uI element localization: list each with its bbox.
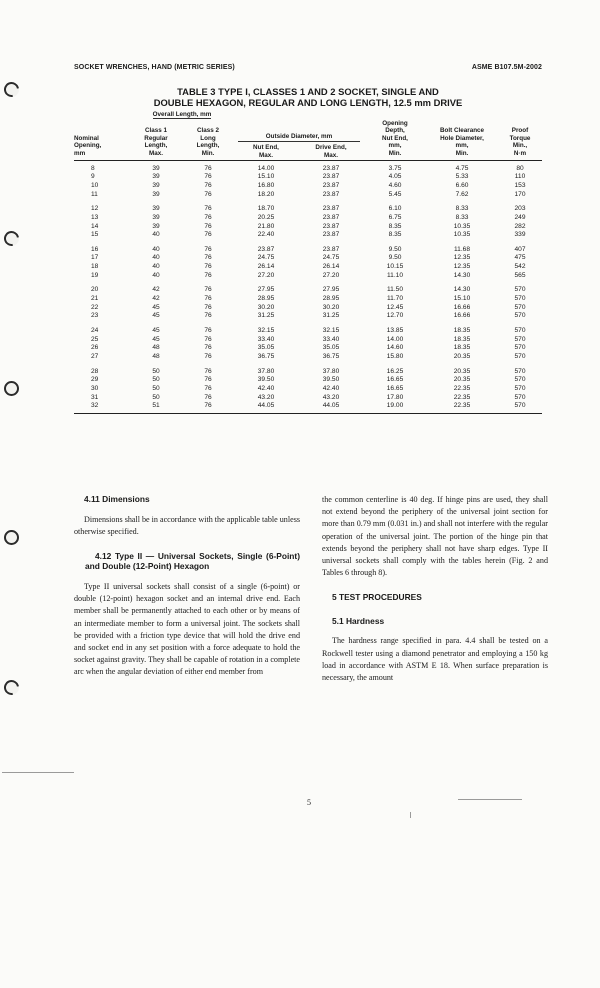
- cell-class1-length: 45: [152, 327, 160, 335]
- outside-diameter-group-header: Outside Diameter, mm: [238, 133, 360, 143]
- cell-nut-end-diameter: 37.80: [257, 367, 275, 375]
- cell-class1-length: 48: [152, 353, 160, 361]
- cell-class2-length: 76: [204, 344, 212, 352]
- cell-class2-length: 76: [204, 303, 212, 311]
- cell-nominal-opening: 24: [91, 327, 99, 335]
- cell-proof-torque: 570: [514, 286, 526, 294]
- table-row: [74, 376, 542, 385]
- cell-proof-torque: 249: [514, 213, 526, 221]
- cell-proof-torque: 570: [514, 327, 526, 335]
- cell-drive-end-diameter: 23.87: [322, 245, 340, 253]
- cell-opening-depth: 16.65: [386, 376, 404, 384]
- table-title-line-1: TABLE 3 TYPE I, CLASSES 1 AND 2 SOCKET, SINGLE AND: [177, 86, 439, 97]
- cell-nut-end-diameter: 33.40: [257, 335, 275, 343]
- cell-opening-depth: 12.70: [386, 312, 404, 320]
- cell-opening-depth: 11.10: [386, 271, 403, 279]
- section-4-11-heading: 4.11 Dimensions: [84, 494, 150, 504]
- cell-class2-length: 76: [204, 263, 212, 271]
- table-row: [74, 295, 542, 304]
- cell-opening-depth: 12.45: [386, 303, 404, 311]
- cell-nominal-opening: 18: [91, 263, 99, 271]
- table-row: [74, 327, 542, 336]
- cell-opening-depth: 3.75: [388, 164, 402, 172]
- cell-bolt-clearance: 22.35: [453, 385, 471, 392]
- table-row: [74, 336, 542, 345]
- cell-class1-length: 39: [152, 164, 160, 172]
- cell-class1-length: 39: [152, 173, 160, 181]
- header-class2-length: Class 2 Long Length, Min.: [182, 120, 234, 160]
- cell-nut-end-diameter: 15.10: [257, 173, 275, 181]
- cell-class2-length: 76: [204, 295, 212, 303]
- cell-nominal-opening: 12: [91, 205, 99, 213]
- cell-nominal-opening: 13: [91, 213, 99, 221]
- cell-class1-length: 40: [152, 271, 160, 279]
- cell-nut-end-diameter: 27.95: [257, 286, 275, 294]
- running-header-title: SOCKET WRENCHES, HAND (METRIC SERIES): [74, 64, 235, 71]
- table-body: [74, 160, 542, 413]
- cell-proof-torque: 570: [514, 367, 526, 375]
- cell-nominal-opening: 29: [91, 376, 99, 384]
- cell-nut-end-diameter: 14.00: [257, 164, 275, 172]
- cell-opening-depth: 17.80: [386, 393, 404, 401]
- cell-nut-end-diameter: 44.05: [257, 402, 275, 410]
- cell-opening-depth: 5.45: [388, 190, 402, 198]
- table-row: [74, 286, 542, 295]
- cell-nut-end-diameter: 31.25: [257, 312, 275, 320]
- cell-class1-length: 50: [152, 385, 160, 392]
- cell-opening-depth: 16.65: [386, 385, 404, 392]
- cell-nut-end-diameter: 42.40: [257, 385, 275, 392]
- cell-proof-torque: 110: [514, 173, 526, 181]
- cell-class1-length: 42: [152, 295, 160, 303]
- cell-class2-length: 76: [204, 222, 212, 230]
- cell-nominal-opening: 31: [91, 393, 99, 401]
- cell-proof-torque: 570: [514, 385, 526, 392]
- cell-drive-end-diameter: 23.87: [322, 205, 340, 213]
- table-row: [74, 246, 542, 255]
- cell-drive-end-diameter: 37.80: [322, 367, 340, 375]
- section-5-1-heading: 5.1 Hardness: [332, 615, 385, 626]
- cell-opening-depth: 8.35: [388, 231, 402, 239]
- cell-class1-length: 40: [152, 245, 160, 253]
- cell-class2-length: 76: [204, 353, 212, 361]
- table-row: [74, 368, 542, 377]
- cell-class1-length: 50: [152, 376, 160, 384]
- cell-proof-torque: 339: [514, 231, 526, 239]
- cell-bolt-clearance: 4.75: [455, 164, 469, 172]
- cell-proof-torque: 80: [516, 164, 524, 172]
- cell-class2-length: 76: [204, 335, 212, 343]
- binder-hole-mark: [1, 677, 22, 698]
- cell-class1-length: 39: [152, 205, 160, 213]
- cell-drive-end-diameter: 43.20: [322, 393, 340, 401]
- cell-nominal-opening: 27: [91, 353, 99, 361]
- cell-nut-end-diameter: 20.25: [257, 213, 275, 221]
- header-proof-torque: Proof Torque Min., N·m: [498, 120, 542, 160]
- cell-nut-end-diameter: 26.14: [257, 263, 275, 271]
- cell-opening-depth: 16.25: [386, 367, 404, 375]
- cell-class1-length: 40: [152, 263, 160, 271]
- table-row: [74, 205, 542, 214]
- cell-class1-length: 50: [152, 393, 160, 401]
- table-row: [74, 223, 542, 232]
- cell-proof-torque: 203: [514, 205, 526, 213]
- cell-nut-end-diameter: 23.87: [257, 245, 275, 253]
- cell-drive-end-diameter: 27.95: [322, 286, 340, 294]
- cell-class2-length: 76: [204, 245, 212, 253]
- cell-opening-depth: 4.05: [388, 173, 402, 181]
- cell-proof-torque: 570: [514, 335, 526, 343]
- cell-nominal-opening: 16: [91, 245, 99, 253]
- table-row: [74, 304, 542, 313]
- header-drive-end: Drive End, Max.: [315, 144, 347, 159]
- cell-drive-end-diameter: 24.75: [322, 254, 340, 262]
- cell-bolt-clearance: 18.35: [453, 344, 471, 352]
- cell-class2-length: 76: [204, 402, 212, 410]
- cell-opening-depth: 11.50: [386, 286, 403, 294]
- cell-proof-torque: 565: [514, 271, 526, 279]
- cell-proof-torque: 407: [514, 245, 526, 253]
- cell-nut-end-diameter: 24.75: [257, 254, 275, 262]
- cell-class2-length: 76: [204, 312, 212, 320]
- cell-drive-end-diameter: 39.50: [322, 376, 340, 384]
- cell-class1-length: 39: [152, 222, 160, 230]
- section-4-12-continued: the common centerline is 40 deg. If hinge pins are used, they shall not extend beyond the periphery of the universal joint section for more than 0.79 mm (0.031 in.) and shall not interfere with the regular operation of the universal joint. The portion of the hinge pin that extends beyond the periphery shall not have sharp edges. Type II universal sockets shall comply with the tables herein (Fig. 2 and Tables 6 through 8).: [322, 495, 548, 578]
- table-title: [74, 86, 542, 108]
- cell-opening-depth: 6.75: [388, 213, 402, 221]
- cell-class2-length: 76: [204, 376, 212, 384]
- cell-class1-length: 45: [152, 312, 160, 320]
- cell-nominal-opening: 21: [91, 295, 99, 303]
- cell-bolt-clearance: 22.35: [453, 402, 471, 410]
- cell-nominal-opening: 20: [91, 286, 99, 294]
- cell-bolt-clearance: 12.35: [453, 254, 471, 262]
- cell-nut-end-diameter: 30.20: [257, 303, 275, 311]
- binder-hole-mark: [1, 79, 22, 100]
- table-row: [74, 191, 542, 200]
- cell-bolt-clearance: 16.66: [453, 312, 471, 320]
- cell-opening-depth: 19.00: [386, 402, 404, 410]
- cell-nominal-opening: 19: [91, 271, 99, 279]
- header-nominal-opening: Nominal Opening, mm: [74, 120, 130, 160]
- cell-proof-torque: 542: [514, 263, 526, 271]
- cell-class1-length: 39: [152, 213, 160, 221]
- cell-drive-end-diameter: 23.87: [322, 164, 340, 172]
- cell-drive-end-diameter: 23.87: [322, 181, 340, 189]
- cell-nut-end-diameter: 36.75: [257, 353, 275, 361]
- cell-bolt-clearance: 7.62: [455, 190, 469, 198]
- cell-nominal-opening: 15: [91, 231, 99, 239]
- cell-bolt-clearance: 18.35: [453, 335, 471, 343]
- cell-bolt-clearance: 10.35: [453, 222, 471, 230]
- cell-nut-end-diameter: 21.80: [257, 222, 275, 230]
- section-4-12-text: Type II universal sockets shall consist of a single (6-point) or double (12-point) hexagon socket and an internal drive end. Each member shall be permanently attached to each other or by means of an intermediate member to form a universal joint. The sockets shall be provided with a friction type device that will hold the drive end and socket end in any set position with a force adequate to hold the socket against gravity. They shall be capable of rotation in a complete arc when the angular deviation of either end member from: [74, 581, 300, 677]
- cell-drive-end-diameter: 23.87: [322, 190, 340, 198]
- cell-nominal-opening: 17: [91, 254, 99, 262]
- cell-bolt-clearance: 14.30: [453, 271, 471, 279]
- cell-class2-length: 76: [204, 181, 212, 189]
- cell-nut-end-diameter: 35.05: [257, 344, 275, 352]
- cell-drive-end-diameter: 31.25: [322, 312, 340, 320]
- cell-class2-length: 76: [204, 231, 212, 239]
- table-title-line-2: DOUBLE HEXAGON, REGULAR AND LONG LENGTH, 12.5 mm DRIVE: [153, 97, 463, 108]
- cell-bolt-clearance: 15.10: [453, 295, 471, 303]
- cell-proof-torque: 570: [514, 393, 526, 401]
- cell-nut-end-diameter: 16.80: [257, 181, 275, 189]
- cell-class1-length: 39: [152, 181, 160, 189]
- cell-drive-end-diameter: 36.75: [322, 353, 340, 361]
- table-row: [74, 402, 542, 411]
- cell-bolt-clearance: 20.35: [453, 367, 471, 375]
- cell-class1-length: 40: [152, 254, 160, 262]
- cell-nut-end-diameter: 18.70: [257, 205, 275, 213]
- cell-bolt-clearance: 20.35: [453, 376, 471, 384]
- cell-class2-length: 76: [204, 385, 212, 392]
- cell-proof-torque: 570: [514, 376, 526, 384]
- section-4-12-heading: 4.12 Type II — Universal Sockets, Single (6-Point) and Double (12-Point) Hexagon: [85, 550, 300, 572]
- cell-class2-length: 76: [204, 271, 212, 279]
- cell-opening-depth: 14.60: [386, 344, 404, 352]
- cell-class2-length: 76: [204, 393, 212, 401]
- cell-bolt-clearance: 16.66: [453, 303, 471, 311]
- cell-nut-end-diameter: 43.20: [257, 393, 275, 401]
- section-5-1-text: The hardness range specified in para. 4.4 shall be tested on a Rockwell tester using a diamond penetrator and employing a 150 kg load in accordance with ASTM E 18. When surface preparation is necessary, the amount: [322, 636, 548, 683]
- cell-nut-end-diameter: 18.20: [257, 190, 275, 198]
- page-number: 5: [307, 798, 311, 807]
- cell-drive-end-diameter: 28.95: [322, 295, 340, 303]
- cell-proof-torque: 570: [514, 312, 526, 320]
- cell-opening-depth: 8.35: [388, 222, 402, 230]
- cell-class1-length: 39: [152, 190, 160, 198]
- table-row: [74, 353, 542, 362]
- cell-opening-depth: 14.00: [386, 335, 404, 343]
- cell-bolt-clearance: 18.35: [453, 327, 471, 335]
- cell-proof-torque: 570: [514, 353, 526, 361]
- cell-nut-end-diameter: 27.20: [257, 271, 275, 279]
- cell-drive-end-diameter: 33.40: [322, 335, 340, 343]
- header-class1-length: Class 1 Regular Length, Max.: [130, 120, 182, 160]
- left-text-column: [74, 494, 300, 679]
- section-5-heading: 5 TEST PROCEDURES: [332, 592, 422, 603]
- cell-class2-length: 76: [204, 367, 212, 375]
- binder-hole-mark: [4, 530, 19, 545]
- cell-nominal-opening: 8: [91, 164, 95, 172]
- cell-class1-length: 45: [152, 335, 160, 343]
- cell-bolt-clearance: 14.30: [453, 286, 471, 294]
- cell-opening-depth: 10.15: [386, 263, 404, 271]
- cell-bolt-clearance: 8.33: [455, 213, 469, 221]
- cell-nut-end-diameter: 32.15: [257, 327, 275, 335]
- cell-drive-end-diameter: 23.87: [322, 213, 340, 221]
- header-bolt-clearance: Bolt Clearance Hole Diameter, mm, Min.: [426, 120, 498, 160]
- cell-nominal-opening: 26: [91, 344, 99, 352]
- cell-proof-torque: 570: [514, 295, 526, 303]
- cell-class2-length: 76: [204, 173, 212, 181]
- cell-opening-depth: 6.10: [388, 205, 402, 213]
- table-row: [74, 385, 542, 394]
- header-nut-end: Nut End, Max.: [253, 144, 279, 159]
- cell-opening-depth: 11.70: [386, 295, 403, 303]
- cell-opening-depth: 9.50: [388, 245, 402, 253]
- header-outside-diameter: [234, 120, 364, 160]
- cell-proof-torque: 153: [514, 181, 526, 189]
- cell-class2-length: 76: [204, 213, 212, 221]
- table-row: [74, 231, 542, 240]
- header-opening-depth: Opening Depth, Nut End, mm, Min.: [364, 120, 426, 160]
- cell-bolt-clearance: 11.68: [453, 245, 470, 253]
- cell-drive-end-diameter: 23.87: [322, 173, 340, 181]
- cell-nominal-opening: 11: [91, 190, 98, 198]
- cell-bolt-clearance: 20.35: [453, 353, 471, 361]
- right-text-column: [322, 494, 548, 684]
- cell-class1-length: 45: [152, 303, 160, 311]
- cell-nominal-opening: 25: [91, 335, 99, 343]
- cell-proof-torque: 570: [514, 344, 526, 352]
- cell-opening-depth: 4.60: [388, 181, 402, 189]
- table-row: [74, 263, 542, 272]
- cell-nut-end-diameter: 28.95: [257, 295, 275, 303]
- table-row: [74, 394, 542, 403]
- table-row: [74, 182, 542, 191]
- cell-class2-length: 76: [204, 164, 212, 172]
- cell-nominal-opening: 23: [91, 312, 99, 320]
- cell-nut-end-diameter: 39.50: [257, 376, 275, 384]
- scan-artifact: [458, 799, 522, 800]
- cell-drive-end-diameter: 30.20: [322, 303, 340, 311]
- table-row: [74, 312, 542, 321]
- cell-class1-length: 48: [152, 344, 160, 352]
- cell-class2-length: 76: [204, 286, 212, 294]
- cell-nut-end-diameter: 22.40: [257, 231, 275, 239]
- cell-class2-length: 76: [204, 254, 212, 262]
- cell-class1-length: 50: [152, 367, 160, 375]
- socket-spec-table: [74, 111, 542, 414]
- cell-drive-end-diameter: 32.15: [322, 327, 340, 335]
- section-4-11-text: Dimensions shall be in accordance with the applicable table unless otherwise specified.: [74, 514, 300, 536]
- scan-artifact: [410, 812, 411, 818]
- cell-bolt-clearance: 6.60: [455, 181, 469, 189]
- cell-opening-depth: 13.85: [386, 327, 404, 335]
- cell-bolt-clearance: 8.33: [455, 205, 469, 213]
- table-row: [74, 254, 542, 263]
- table-row: [74, 344, 542, 353]
- cell-drive-end-diameter: 26.14: [322, 263, 340, 271]
- cell-opening-depth: 9.50: [388, 254, 402, 262]
- cell-proof-torque: 570: [514, 402, 526, 410]
- cell-proof-torque: 570: [514, 303, 526, 311]
- cell-proof-torque: 170: [514, 190, 526, 198]
- cell-nominal-opening: 14: [91, 222, 99, 230]
- cell-bolt-clearance: 5.33: [455, 173, 469, 181]
- cell-class2-length: 76: [204, 190, 212, 198]
- cell-nominal-opening: 28: [91, 367, 99, 375]
- binder-hole-mark: [1, 228, 22, 249]
- cell-class1-length: 40: [152, 231, 160, 239]
- cell-class2-length: 76: [204, 205, 212, 213]
- cell-proof-torque: 475: [514, 254, 526, 262]
- cell-drive-end-diameter: 42.40: [322, 385, 340, 392]
- cell-nominal-opening: 22: [91, 303, 99, 311]
- cell-drive-end-diameter: 27.20: [322, 271, 340, 279]
- table-row: [74, 214, 542, 223]
- cell-drive-end-diameter: 35.05: [322, 344, 340, 352]
- cell-bolt-clearance: 12.35: [453, 263, 471, 271]
- cell-opening-depth: 15.80: [386, 353, 404, 361]
- cell-class2-length: 76: [204, 327, 212, 335]
- cell-class1-length: 51: [152, 402, 160, 410]
- scan-artifact: [2, 772, 74, 773]
- table-row: [74, 165, 542, 174]
- overall-length-group-header: Overall Length, mm: [152, 111, 212, 118]
- cell-bolt-clearance: 22.35: [453, 393, 471, 401]
- cell-nominal-opening: 30: [91, 385, 99, 392]
- cell-nominal-opening: 10: [91, 181, 99, 189]
- cell-nominal-opening: 32: [91, 402, 99, 410]
- cell-drive-end-diameter: 23.87: [322, 231, 340, 239]
- binder-hole-mark: [4, 381, 19, 396]
- cell-nominal-opening: 9: [91, 173, 95, 181]
- cell-proof-torque: 282: [514, 222, 526, 230]
- running-header-standard: ASME B107.5M-2002: [471, 64, 542, 71]
- table-row: [74, 272, 542, 281]
- cell-bolt-clearance: 10.35: [453, 231, 471, 239]
- cell-drive-end-diameter: 23.87: [322, 222, 340, 230]
- cell-drive-end-diameter: 44.05: [322, 402, 340, 410]
- table-row: [74, 173, 542, 182]
- cell-class1-length: 42: [152, 286, 160, 294]
